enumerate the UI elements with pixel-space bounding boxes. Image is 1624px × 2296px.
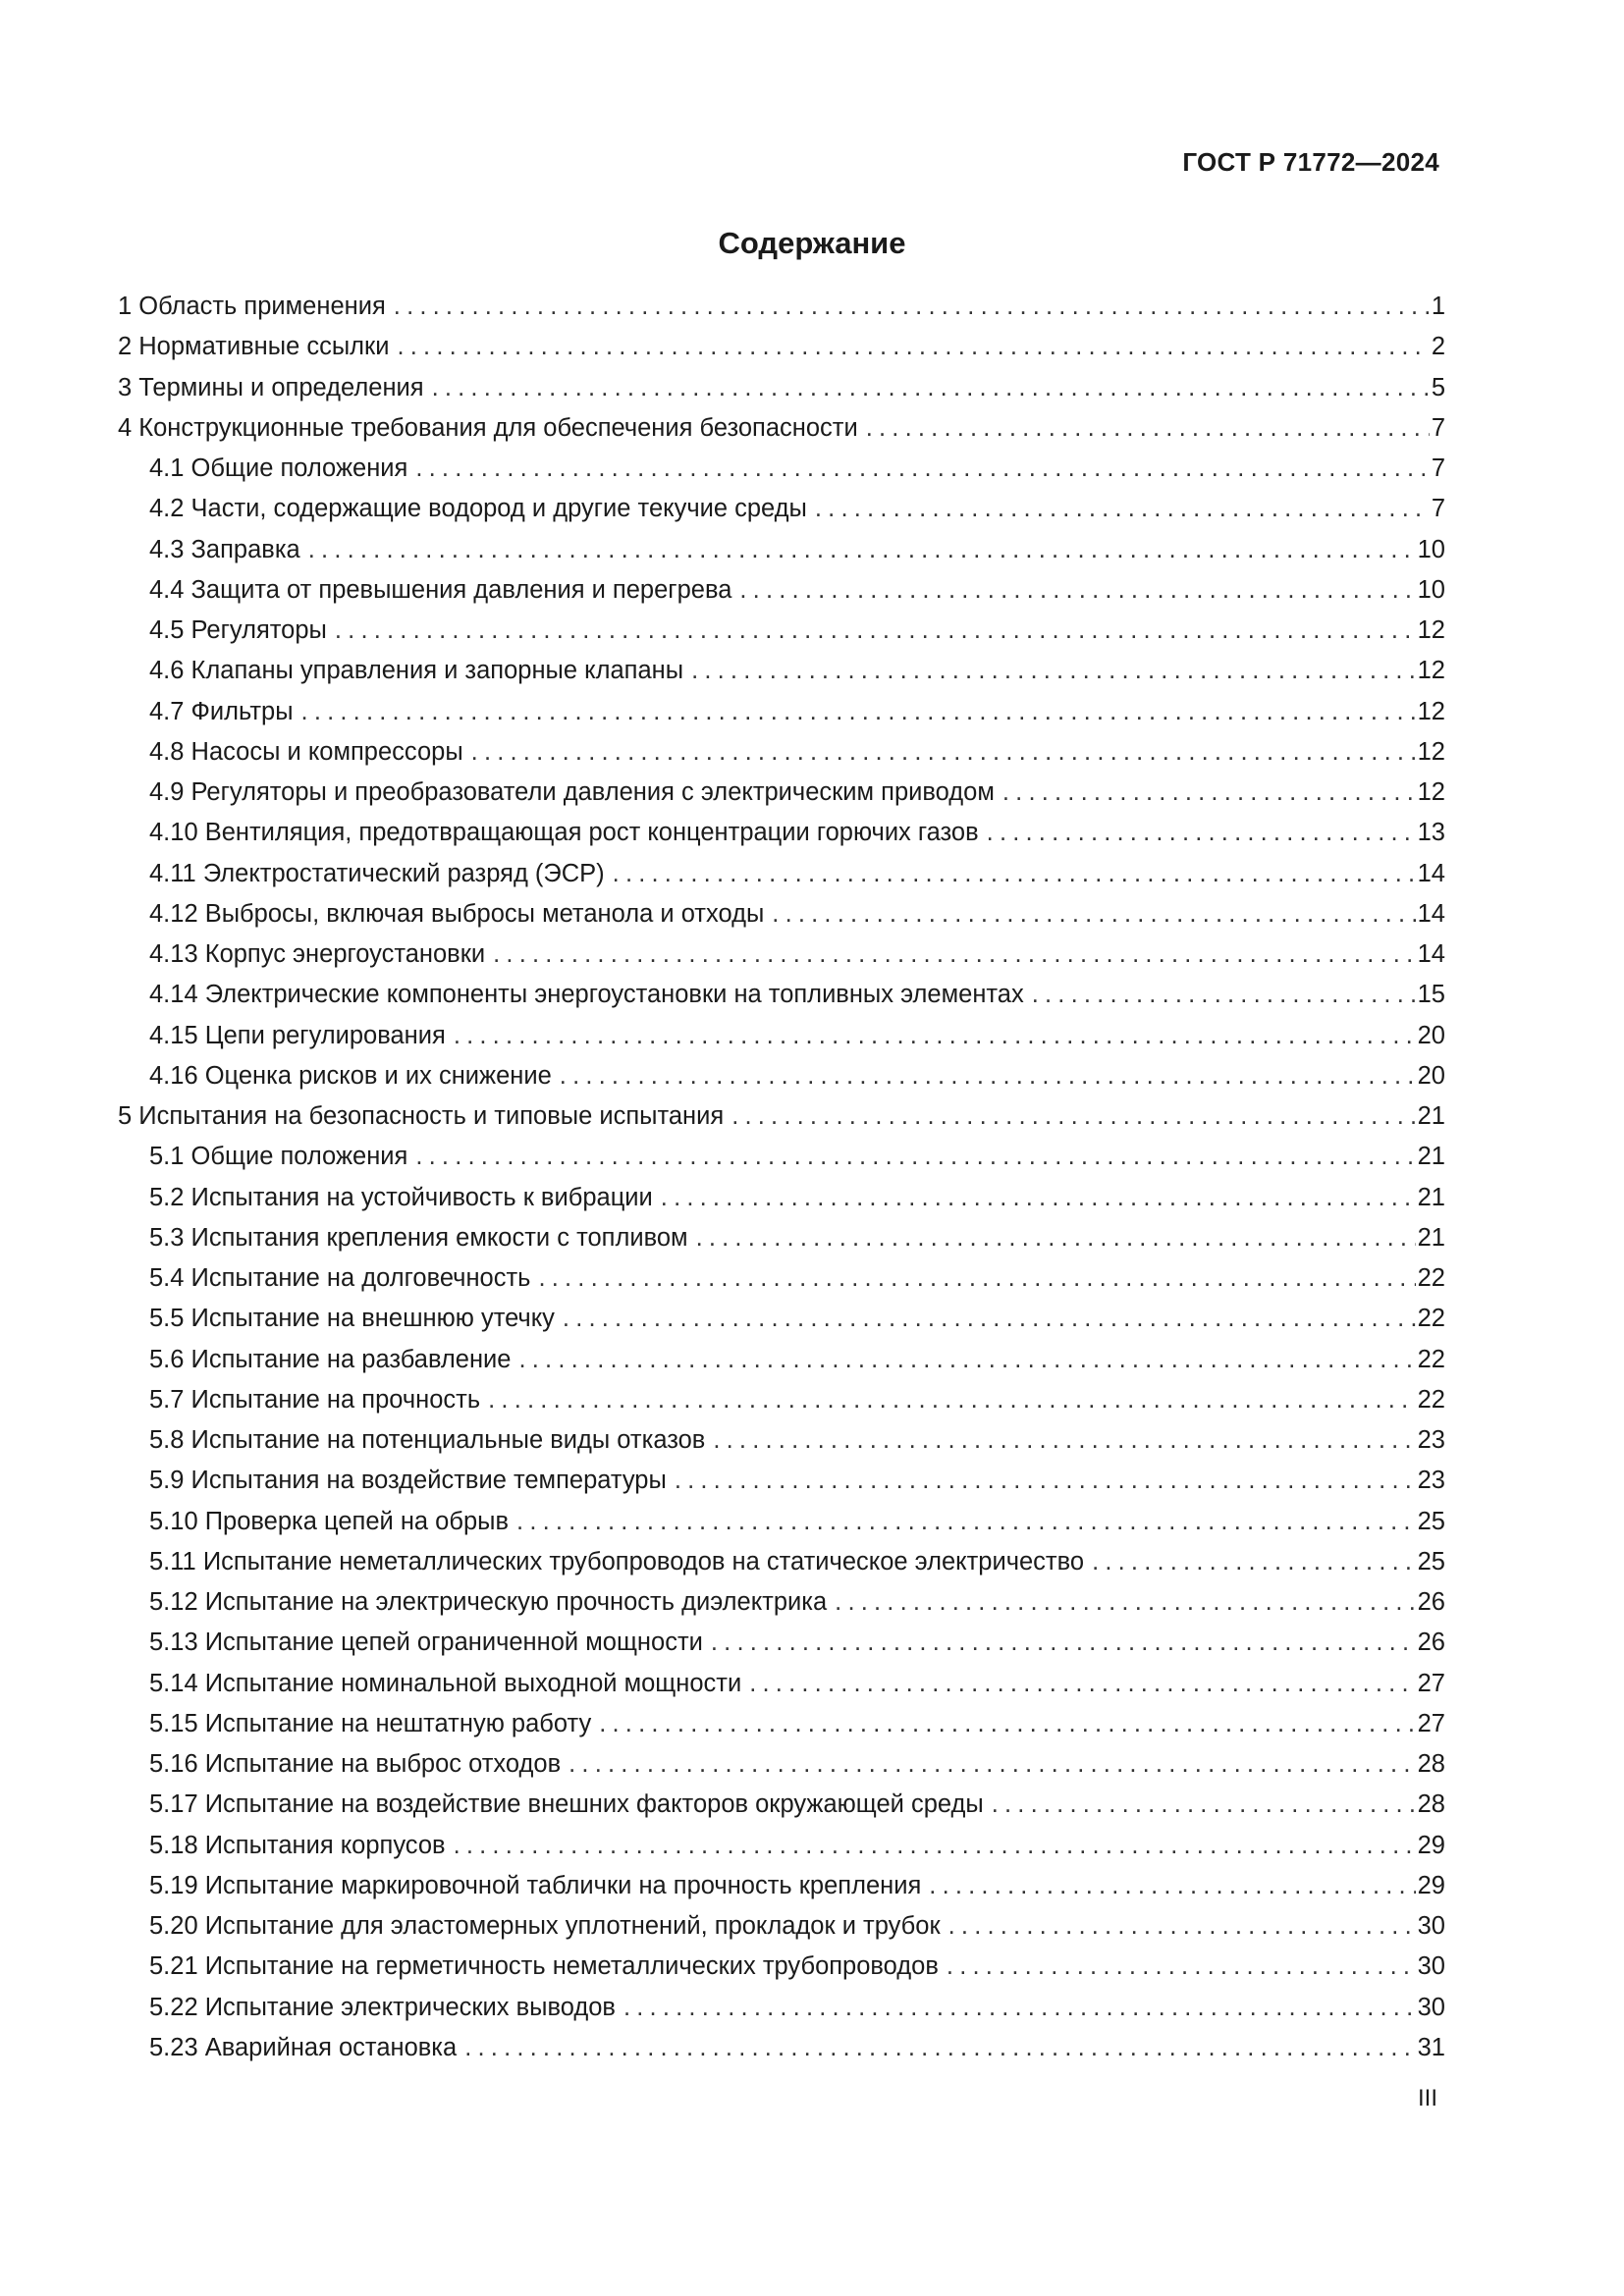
toc-entry[interactable] bbox=[118, 408, 1445, 449]
toc-dot-leader bbox=[929, 1866, 1415, 1906]
toc-entry-label: 3 Термины и определения bbox=[118, 373, 424, 401]
toc-entry-label: 4.8 Насосы и компрессоры bbox=[149, 737, 463, 766]
toc-entry-page: 14 bbox=[1417, 899, 1445, 928]
toc-dot-leader bbox=[731, 1096, 1415, 1137]
toc-entry-page: 7 bbox=[1431, 454, 1445, 482]
toc-dot-leader bbox=[1032, 975, 1416, 1015]
toc-dot-leader bbox=[749, 1664, 1415, 1704]
toc-dot-leader bbox=[394, 287, 1430, 327]
toc-entry[interactable] bbox=[118, 1947, 1445, 1987]
toc-dot-leader bbox=[599, 1704, 1415, 1744]
toc-entry[interactable] bbox=[118, 1623, 1445, 1663]
toc-dot-leader bbox=[454, 1016, 1416, 1056]
toc-dot-leader bbox=[1002, 773, 1416, 813]
toc-entry-page: 12 bbox=[1417, 657, 1445, 685]
toc-entry-label: 5.17 Испытание на воздействие внешних факторов окружающей среды bbox=[149, 1790, 984, 1819]
toc-entry-page: 26 bbox=[1417, 1629, 1445, 1657]
toc-dot-leader bbox=[948, 1906, 1416, 1947]
toc-entry-label: 4.7 Фильтры bbox=[149, 697, 294, 725]
toc-dot-leader bbox=[739, 570, 1415, 611]
toc-entry-page: 23 bbox=[1417, 1426, 1445, 1454]
toc-entry-page: 30 bbox=[1417, 1993, 1445, 2021]
toc-entry-page: 7 bbox=[1431, 495, 1445, 523]
toc-entry-page: 7 bbox=[1431, 413, 1445, 442]
toc-entry-label: 4.2 Части, содержащие водород и другие текучие среды bbox=[149, 495, 807, 523]
toc-dot-leader bbox=[301, 692, 1416, 732]
toc-entry-page: 31 bbox=[1417, 2033, 1445, 2061]
toc-entry-page: 25 bbox=[1417, 1547, 1445, 1575]
toc-entry-label: 1 Область применения bbox=[118, 293, 386, 320]
toc-dot-leader bbox=[471, 732, 1416, 773]
toc-entry[interactable] bbox=[118, 813, 1445, 853]
toc-entry-label: 5.3 Испытания крепления емкости с топливом bbox=[149, 1223, 688, 1252]
toc-entry[interactable] bbox=[118, 854, 1445, 894]
toc-entry[interactable] bbox=[118, 287, 1445, 327]
toc-dot-leader bbox=[308, 530, 1416, 570]
toc-entry-page: 13 bbox=[1417, 819, 1445, 847]
toc-entry-page: 10 bbox=[1417, 575, 1445, 604]
toc-dot-leader bbox=[713, 1420, 1415, 1461]
toc-entry-label: 4.11 Электростатический разряд (ЭСР) bbox=[149, 859, 605, 887]
toc-entry[interactable] bbox=[118, 1866, 1445, 1906]
toc-entry[interactable] bbox=[118, 934, 1445, 975]
toc-entry[interactable] bbox=[118, 1461, 1445, 1501]
toc-entry[interactable] bbox=[118, 773, 1445, 813]
toc-entry-label: 5.10 Проверка цепей на обрыв bbox=[149, 1507, 510, 1535]
toc-entry[interactable] bbox=[118, 1502, 1445, 1542]
toc-entry[interactable] bbox=[118, 1988, 1445, 2028]
toc-entry-label: 5.14 Испытание номинальной выходной мощности bbox=[149, 1669, 742, 1697]
toc-entry-page: 20 bbox=[1417, 1061, 1445, 1090]
toc-entry-label: 4.4 Защита от превышения давления и перегрева bbox=[149, 575, 732, 604]
toc-entry-page: 22 bbox=[1417, 1345, 1445, 1373]
toc-dot-leader bbox=[835, 1582, 1415, 1623]
toc-entry[interactable] bbox=[118, 1096, 1445, 1137]
toc-entry-label: 5.4 Испытание на долговечность bbox=[149, 1264, 531, 1292]
toc-entry[interactable] bbox=[118, 1582, 1445, 1623]
toc-entry[interactable] bbox=[118, 611, 1445, 651]
toc-entry-label: 5.8 Испытание на потенциальные виды отказов bbox=[149, 1426, 706, 1454]
toc-entry-label: 5.6 Испытание на разбавление bbox=[149, 1345, 512, 1373]
toc-entry[interactable] bbox=[118, 1785, 1445, 1825]
toc-dot-leader bbox=[464, 2028, 1415, 2068]
toc-entry-page: 21 bbox=[1417, 1183, 1445, 1211]
toc-entry[interactable] bbox=[118, 1704, 1445, 1744]
toc-entry[interactable] bbox=[118, 1664, 1445, 1704]
toc-entry-page: 29 bbox=[1417, 1871, 1445, 1899]
toc-entry-page: 29 bbox=[1417, 1831, 1445, 1859]
toc-entry-page: 14 bbox=[1417, 940, 1445, 968]
toc-entry-page: 28 bbox=[1417, 1790, 1445, 1819]
toc-dot-leader bbox=[772, 894, 1415, 934]
toc-entry[interactable] bbox=[118, 732, 1445, 773]
toc-entry-page: 21 bbox=[1417, 1223, 1445, 1252]
toc-entry-page: 20 bbox=[1417, 1021, 1445, 1049]
toc-entry-label: 4.14 Электрические компоненты энергоустановки на топливных элементах bbox=[149, 981, 1024, 1009]
toc-entry-page: 27 bbox=[1417, 1669, 1445, 1697]
toc-entry[interactable] bbox=[118, 1906, 1445, 1947]
toc-entry-page: 21 bbox=[1417, 1143, 1445, 1171]
toc-entry[interactable] bbox=[118, 449, 1445, 489]
toc-entry-page: 26 bbox=[1417, 1588, 1445, 1616]
toc-dot-leader bbox=[568, 1744, 1416, 1785]
toc-entry-label: 4.6 Клапаны управления и запорные клапаны bbox=[149, 657, 684, 685]
toc-entry-label: 5.13 Испытание цепей ограниченной мощности bbox=[149, 1629, 703, 1657]
toc-entry-label: 4.3 Заправка bbox=[149, 535, 300, 563]
toc-dot-leader bbox=[415, 449, 1429, 489]
page-number: III bbox=[1417, 2085, 1437, 2111]
toc-dot-leader bbox=[623, 1988, 1416, 2028]
toc-entry-label: 5.22 Испытание электрических выводов bbox=[149, 1993, 616, 2021]
toc-entry-label: 5.21 Испытание на герметичность неметаллических трубопроводов bbox=[149, 1952, 939, 1981]
toc-entry-page: 22 bbox=[1417, 1305, 1445, 1333]
toc-entry[interactable] bbox=[118, 1016, 1445, 1056]
toc-dot-leader bbox=[454, 1826, 1416, 1866]
toc-entry-label: 4.9 Регуляторы и преобразователи давления с электрическим приводом bbox=[149, 778, 995, 806]
toc-entry[interactable] bbox=[118, 1218, 1445, 1258]
toc-entry-label: 5.9 Испытания на воздействие температуры bbox=[149, 1467, 667, 1495]
toc-entry-label: 5.12 Испытание на электрическую прочность диэлектрика bbox=[149, 1588, 828, 1616]
toc-dot-leader bbox=[335, 611, 1416, 651]
toc-entry[interactable] bbox=[118, 327, 1445, 367]
toc-entry-page: 12 bbox=[1417, 778, 1445, 806]
toc-dot-leader bbox=[432, 368, 1430, 408]
toc-entry-page: 15 bbox=[1417, 981, 1445, 1009]
toc-dot-leader bbox=[675, 1461, 1416, 1501]
toc-dot-leader bbox=[987, 813, 1416, 853]
toc-entry[interactable] bbox=[118, 2028, 1445, 2068]
toc-entry-label: 4.1 Общие положения bbox=[149, 454, 408, 482]
toc-dot-leader bbox=[711, 1623, 1416, 1663]
toc-dot-leader bbox=[866, 408, 1430, 449]
toc-entry[interactable] bbox=[118, 368, 1445, 408]
toc-entry-label: 5.11 Испытание неметаллических трубопроводов на статическое электричество bbox=[149, 1547, 1085, 1575]
toc-entry-page: 14 bbox=[1417, 859, 1445, 887]
toc-entry[interactable] bbox=[118, 1340, 1445, 1380]
toc-entry[interactable] bbox=[118, 530, 1445, 570]
toc-entry[interactable] bbox=[118, 894, 1445, 934]
toc-dot-leader bbox=[518, 1340, 1415, 1380]
toc-entry-label: 4 Конструкционные требования для обеспечения безопасности bbox=[118, 413, 858, 442]
toc-dot-leader bbox=[516, 1502, 1416, 1542]
toc-entry-label: 4.13 Корпус энергоустановки bbox=[149, 940, 486, 968]
toc-entry-label: 4.12 Выбросы, включая выбросы метанола и отходы bbox=[149, 899, 765, 928]
toc-entry[interactable] bbox=[118, 1258, 1445, 1299]
toc-entry-label: 5.19 Испытание маркировочной таблички на прочность крепления bbox=[149, 1871, 922, 1899]
toc-dot-leader bbox=[493, 934, 1415, 975]
toc-entry[interactable] bbox=[118, 1420, 1445, 1461]
toc-entry-label: 2 Нормативные ссылки bbox=[118, 333, 390, 361]
toc-entry-label: 5 Испытания на безопасность и типовые испытания bbox=[118, 1102, 725, 1130]
toc-dot-leader bbox=[538, 1258, 1415, 1299]
toc-entry-label: 5.15 Испытание на нештатную работу bbox=[149, 1709, 592, 1737]
toc-dot-leader bbox=[560, 1056, 1416, 1096]
toc-dot-leader bbox=[488, 1380, 1415, 1420]
toc-entry-label: 5.7 Испытание на прочность bbox=[149, 1385, 481, 1414]
toc-entry[interactable] bbox=[118, 651, 1445, 691]
toc-dot-leader bbox=[613, 854, 1416, 894]
toc-entry-page: 28 bbox=[1417, 1750, 1445, 1778]
toc-dot-leader bbox=[1092, 1542, 1416, 1582]
toc-entry-page: 23 bbox=[1417, 1467, 1445, 1495]
toc-entry-page: 12 bbox=[1417, 616, 1445, 644]
toc-entry[interactable] bbox=[118, 489, 1445, 529]
toc-entry[interactable] bbox=[118, 1826, 1445, 1866]
toc-dot-leader bbox=[397, 327, 1429, 367]
toc-entry-label: 5.16 Испытание на выброс отходов bbox=[149, 1750, 562, 1778]
toc-entry[interactable] bbox=[118, 1380, 1445, 1420]
toc-entry[interactable] bbox=[118, 1137, 1445, 1177]
toc-entry[interactable] bbox=[118, 1744, 1445, 1785]
toc-entry-page: 21 bbox=[1417, 1102, 1445, 1130]
toc-dot-leader bbox=[415, 1137, 1415, 1177]
toc-entry-page: 2 bbox=[1431, 333, 1445, 361]
toc-dot-leader bbox=[992, 1785, 1416, 1825]
toc-dot-leader bbox=[947, 1947, 1416, 1987]
document-code: ГОСТ Р 71772—2024 bbox=[1182, 147, 1439, 177]
toc-dot-leader bbox=[815, 489, 1430, 529]
toc-entry[interactable] bbox=[118, 1542, 1445, 1582]
toc-entry-label: 5.5 Испытание на внешнюю утечку bbox=[149, 1305, 555, 1333]
toc-entry[interactable] bbox=[118, 570, 1445, 611]
toc-entry-label: 4.15 Цепи регулирования bbox=[149, 1021, 446, 1049]
toc-entry-page: 10 bbox=[1417, 535, 1445, 563]
toc-entry-page: 12 bbox=[1417, 737, 1445, 766]
toc-dot-leader bbox=[696, 1218, 1416, 1258]
toc-entry[interactable] bbox=[118, 1178, 1445, 1218]
toc-entry-label: 5.2 Испытания на устойчивость к вибрации bbox=[149, 1183, 653, 1211]
toc-entry-label: 5.1 Общие положения bbox=[149, 1143, 408, 1171]
toc-dot-leader bbox=[563, 1299, 1416, 1339]
toc-entry-label: 5.18 Испытания корпусов bbox=[149, 1831, 446, 1859]
toc-entry-label: 5.20 Испытание для эластомерных уплотнений, прокладок и трубок bbox=[149, 1912, 941, 1940]
toc-entry-page: 22 bbox=[1417, 1385, 1445, 1414]
toc-entry-page: 25 bbox=[1417, 1507, 1445, 1535]
toc-entry-page: 27 bbox=[1417, 1709, 1445, 1737]
toc-dot-leader bbox=[661, 1178, 1416, 1218]
toc-entry-label: 4.16 Оценка рисков и их снижение bbox=[149, 1061, 552, 1090]
table-of-contents bbox=[118, 287, 1445, 2068]
toc-entry-page: 12 bbox=[1417, 697, 1445, 725]
toc-entry-page: 1 bbox=[1431, 293, 1445, 320]
toc-entry-page: 30 bbox=[1417, 1952, 1445, 1981]
toc-entry-label: 4.10 Вентиляция, предотвращающая рост концентрации горючих газов bbox=[149, 819, 979, 847]
toc-entry-label: 4.5 Регуляторы bbox=[149, 616, 327, 644]
toc-dot-leader bbox=[691, 651, 1416, 691]
toc-entry[interactable] bbox=[118, 1056, 1445, 1096]
toc-title: Содержание bbox=[718, 226, 906, 260]
toc-entry[interactable] bbox=[118, 1299, 1445, 1339]
toc-entry-page: 30 bbox=[1417, 1912, 1445, 1940]
toc-entry[interactable] bbox=[118, 975, 1445, 1015]
toc-entry-page: 5 bbox=[1431, 373, 1445, 401]
toc-entry-page: 22 bbox=[1417, 1264, 1445, 1292]
toc-entry[interactable] bbox=[118, 692, 1445, 732]
toc-entry-label: 5.23 Аварийная остановка bbox=[149, 2033, 458, 2061]
